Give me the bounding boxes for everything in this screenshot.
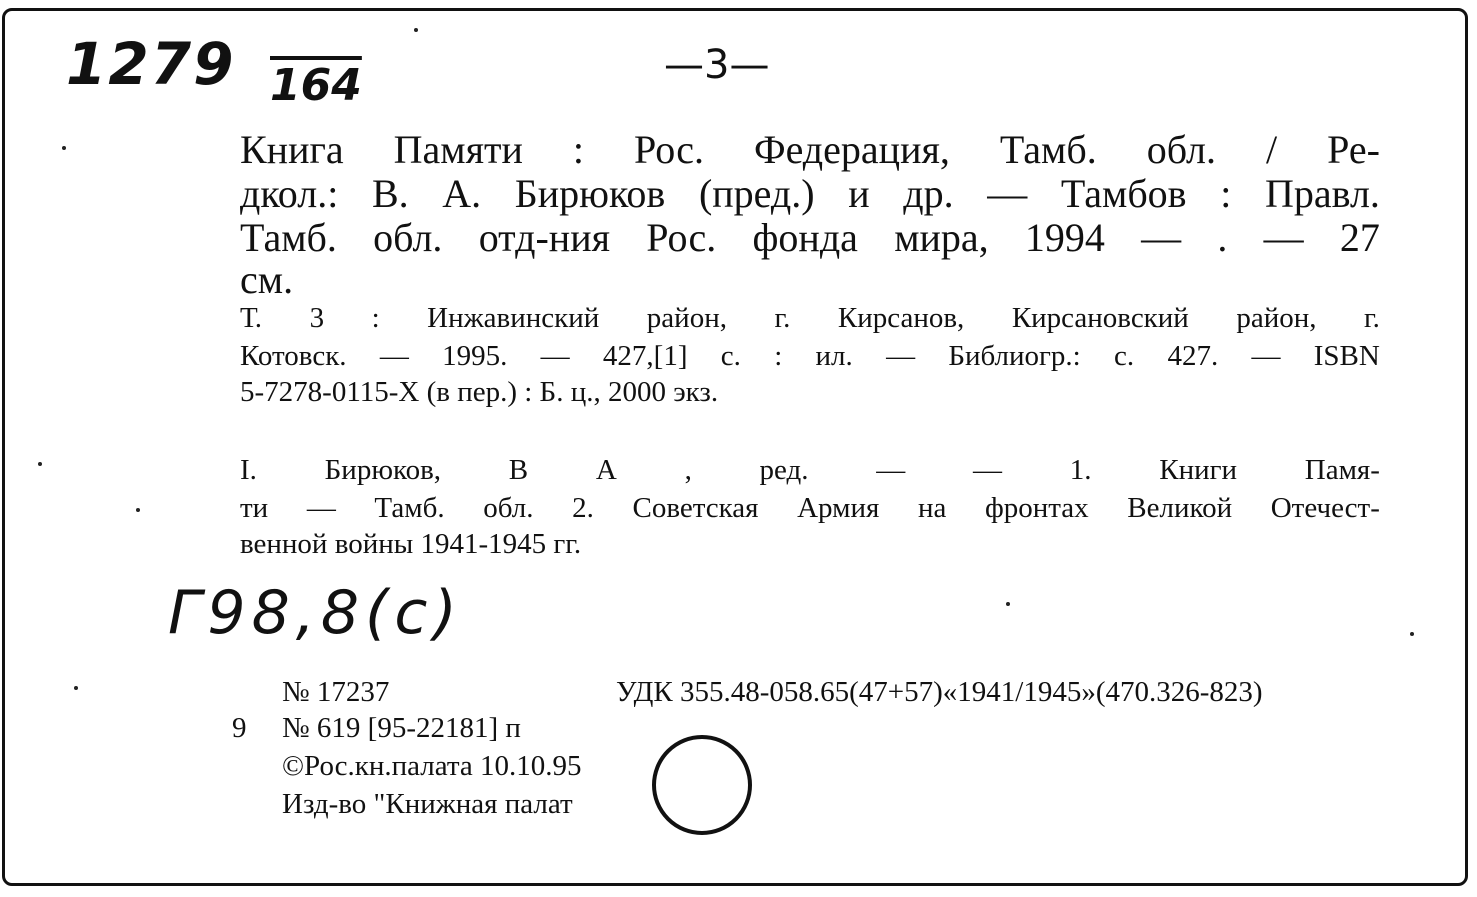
word: Книга [240, 127, 344, 172]
udc-code: УДК 355.48-058.65(47+57)«1941/1945»(470.326-823) [616, 676, 1263, 708]
word: ISBN [1313, 340, 1380, 372]
volume-line-1 [240, 302, 1380, 335]
word: 427,[1] [602, 340, 688, 372]
handwritten-call-number: 1279 [66, 30, 236, 98]
word: обл. [1146, 127, 1217, 172]
word: Советская [632, 492, 759, 524]
title-line-3 [240, 214, 1380, 261]
word: фонда [752, 215, 858, 260]
word: А [595, 454, 617, 486]
word: Памя- [1304, 454, 1380, 486]
word: 1994 [1024, 215, 1105, 260]
speck [1410, 632, 1414, 636]
word: — [876, 454, 906, 486]
word: г. [774, 302, 791, 334]
word: — [379, 340, 409, 372]
word: Т. [240, 302, 263, 334]
word: Великой [1127, 492, 1233, 524]
word: Тамб. [374, 492, 445, 524]
word: 27 [1339, 215, 1380, 260]
speck [74, 686, 78, 690]
subjects-line-3: венной войны 1941-1945 гг. [240, 528, 582, 560]
word: I. [240, 454, 257, 486]
word: Рос. [633, 127, 704, 172]
word: Правл. [1264, 171, 1380, 216]
word: А. [442, 171, 482, 216]
word: др. [903, 171, 954, 216]
word: — [1141, 215, 1182, 260]
word: — [987, 171, 1028, 216]
word: обл. [373, 215, 443, 260]
word: мира, [894, 215, 989, 260]
word: (пред.) [698, 171, 815, 216]
word: — [1263, 215, 1304, 260]
word: ред. [759, 454, 809, 486]
word: отд-ния [478, 215, 610, 260]
title-line-4: см. [240, 257, 294, 302]
word: : [774, 340, 783, 372]
title-line-2 [240, 170, 1380, 217]
volume-line-3: 5-7278-0115-Х (в пер.) : Б. ц., 2000 экз. [240, 376, 719, 408]
word: Бирюков [514, 171, 666, 216]
word: и [848, 171, 870, 216]
word: 1995. [442, 340, 508, 372]
copyright-line: ©Рос.кн.палата 10.10.95 [282, 750, 582, 782]
page-mark: —3— [664, 42, 770, 88]
word: Ре- [1327, 127, 1380, 172]
word: . [1217, 215, 1228, 260]
handwritten-call-suffix: 164 [270, 60, 362, 111]
word: — [306, 492, 336, 524]
word: район, [1236, 302, 1317, 334]
word: Федерация, [753, 127, 950, 172]
word: Армия [797, 492, 880, 524]
word: : [371, 302, 380, 334]
order-prefix: 9 [232, 712, 247, 744]
word: ил. [815, 340, 853, 372]
word: Отечест- [1270, 492, 1380, 524]
speck [414, 28, 418, 32]
word: Тамб. [240, 215, 337, 260]
word: 1. [1069, 454, 1092, 486]
word: Котовск. [240, 340, 347, 372]
word: — [1251, 340, 1281, 372]
title-line-1 [240, 126, 1380, 173]
publisher-line: Изд-во "Книжная палат [282, 788, 573, 820]
order-number: № 619 [95-22181] п [282, 712, 521, 744]
speck [38, 462, 42, 466]
stamp-seal [652, 735, 752, 835]
word: — [886, 340, 916, 372]
word: Книги [1159, 454, 1238, 486]
word: г. [1364, 302, 1380, 334]
word: дкол.: [240, 171, 339, 216]
speck [62, 146, 66, 150]
speck [136, 508, 140, 512]
word: Тамбов [1060, 171, 1187, 216]
word: Кирсанов, [837, 302, 965, 334]
word: — [540, 340, 570, 372]
word: фронтах [984, 492, 1089, 524]
word: 2. [572, 492, 594, 524]
word: В [508, 454, 529, 486]
word: : [572, 127, 584, 172]
subjects-line-1 [240, 454, 1380, 487]
word: обл. [483, 492, 534, 524]
word: / [1266, 127, 1278, 172]
word: , [684, 454, 692, 486]
word: В. [371, 171, 409, 216]
word: Памяти [393, 127, 523, 172]
word: : [1220, 171, 1232, 216]
card-number: № 17237 [282, 676, 390, 708]
word: 427. [1167, 340, 1219, 372]
word: Бирюков, [324, 454, 442, 486]
word: Библиогр.: [948, 340, 1081, 372]
speck [1006, 602, 1010, 606]
word: с. [720, 340, 741, 372]
word: Инжавинский [427, 302, 600, 334]
word: ти [240, 492, 269, 524]
handwritten-shelf-mark: Г98,8(с) [168, 578, 463, 648]
word: с. [1114, 340, 1135, 372]
word: Тамб. [999, 127, 1097, 172]
word: район, [646, 302, 727, 334]
subjects-line-2 [240, 492, 1380, 525]
word: Кирсановский [1011, 302, 1189, 334]
word: — [973, 454, 1003, 486]
volume-line-2 [240, 340, 1380, 373]
word: 3 [309, 302, 325, 334]
word: Рос. [646, 215, 717, 260]
word: на [917, 492, 947, 524]
